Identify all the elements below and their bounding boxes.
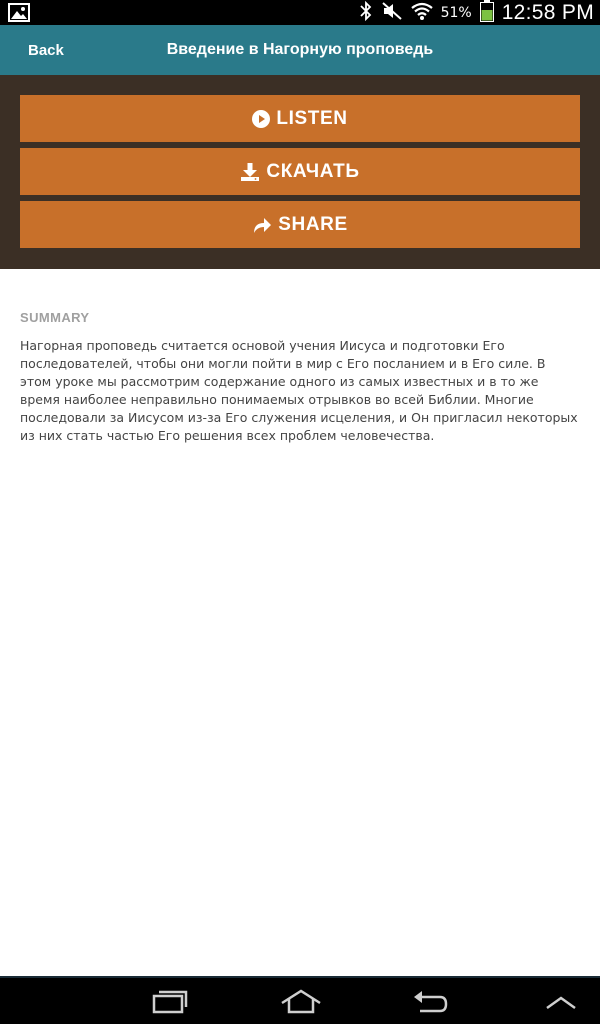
download-icon: [240, 162, 260, 182]
listen-label: LISTEN: [276, 107, 348, 129]
listen-button[interactable]: [20, 95, 580, 142]
share-icon: [252, 216, 272, 234]
mute-icon: [381, 1, 403, 25]
back-button[interactable]: Back: [28, 41, 64, 59]
menu-up-icon[interactable]: [544, 988, 578, 1018]
recent-apps-icon[interactable]: [152, 988, 188, 1018]
summary-heading: SUMMARY: [20, 310, 90, 325]
battery-icon: [480, 0, 494, 26]
share-label: SHARE: [278, 213, 348, 235]
wifi-icon: [411, 1, 433, 25]
home-icon[interactable]: [280, 988, 322, 1020]
gallery-notification-icon: [8, 3, 30, 26]
clock: 12:58 PM: [501, 0, 594, 24]
app-header: [0, 25, 600, 75]
summary-text: Нагорная проповедь считается основой учения Иисуса и подготовки Его последователей, чтобы они могли пойти в мир с Его посланием и в Его силе. В этом уроке мы рассмотрим содержание одного из самых известных и в то же время наиболее неправильно понимаемых отрывков во всей Библии. Многие последовали за Иисусом из-за Его служения исцеления, и Он пригласил некоторых из них стать частью Его решения всех проблем человечества.: [20, 338, 578, 443]
share-button[interactable]: [20, 201, 580, 248]
summary-section: [20, 310, 580, 445]
play-circle-icon: [252, 110, 270, 128]
battery-percent: 51%: [440, 4, 472, 21]
nav-bar: [0, 976, 600, 1024]
download-label: СКАЧАТЬ: [266, 160, 360, 182]
download-button[interactable]: [20, 148, 580, 195]
page-title: Введение в Нагорную проповедь: [166, 41, 434, 58]
back-icon[interactable]: [412, 988, 448, 1020]
status-bar: [0, 0, 600, 25]
action-panel: [0, 75, 600, 269]
bluetooth-icon: [359, 1, 373, 25]
